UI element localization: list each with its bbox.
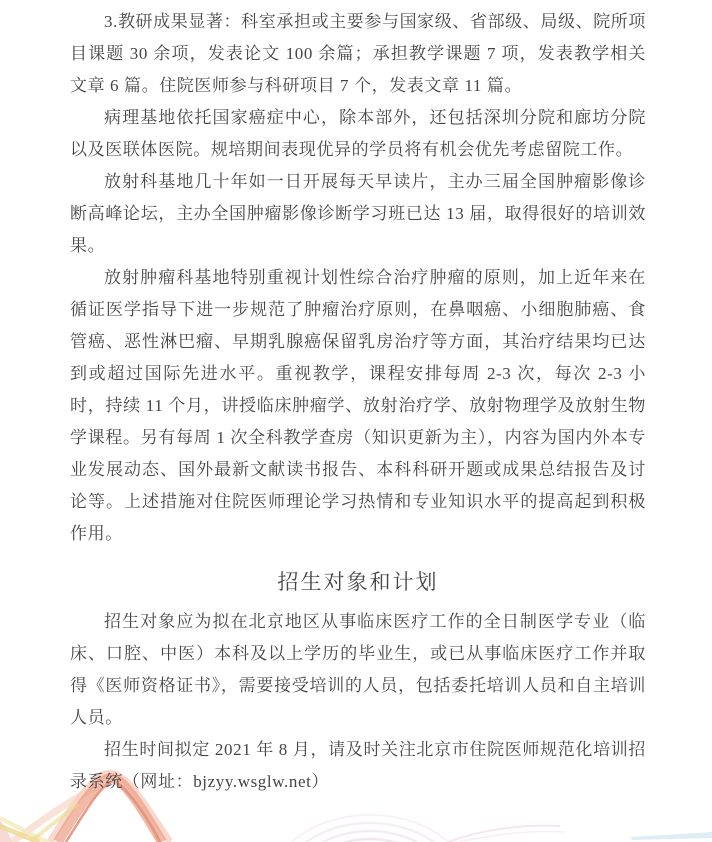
yellow-ribbon-decoration <box>0 804 78 842</box>
section-heading: 招生对象和计划 <box>277 570 439 594</box>
body-paragraph: 3.教研成果显著：科室承担或主要参与国家级、省部级、局级、院所项目课题 30 余项，发表论文 100 余篇；承担教学课题 7 项，发表教学相关文章 6 篇。住院医师参与科研项目 7 个，发表文章 11 篇。 <box>70 12 646 95</box>
body-paragraph: 放射肿瘤科基地特别重视计划性综合治疗肿瘤的原则，加上近年来在循证医学指导下进一步规范了肿瘤治疗原则，在鼻咽癌、小细胞肺癌、食管癌、恶性淋巴瘤、早期乳腺癌保留乳房治疗等方面，其治疗结果均已达到或超过国际先进水平。重视教学，课程安排每周 2-3 次，每次 2-3 小时，持续 11 个月，讲授临床肿瘤学、放射治疗学、放射物理学及放射生物学课程。另有每周 1 次全科教学查房（知识更新为主），内容为国内外本专业发展动态、国外最新文献读书报告、本科科研开题或成果总结报告及讨论等。上述措施对住院医师理论学习热情和专业知识水平的提高起到积极作用。 <box>70 268 646 543</box>
arc <box>448 826 560 842</box>
body-paragraph: 病理基地依托国家癌症中心，除本部外，还包括深圳分院和廊坊分院以及医联体医院。规培期间表现优异的学员将有机会优先考虑留院工作。 <box>70 108 646 159</box>
corner-ribbon <box>0 820 12 842</box>
right-arc-decoration <box>448 826 565 842</box>
blue-streak-decoration <box>630 832 712 840</box>
body-paragraph: 招生对象应为拟在北京地区从事临床医疗工作的全日制医学专业（临床、口腔、中医）本科及以上学历的毕业生，或已从事临床医疗工作并取得《医师资格证书》，需要接受培训的人员，包括委托培训人员和自主培训人员。 <box>70 612 646 727</box>
document-body <box>70 6 646 798</box>
arc <box>460 831 565 842</box>
arc <box>271 815 469 842</box>
ribbon-strand <box>0 818 48 842</box>
arc <box>282 823 458 842</box>
arc <box>293 831 447 842</box>
concentric-arcs-decoration <box>271 815 469 842</box>
body-paragraph: 招生时间拟定 2021 年 8 月，请及时关注北京市住院医师规范化培训招录系统（网址：bjzyy.wsglw.net） <box>70 740 646 791</box>
ribbon-strand <box>30 804 78 842</box>
body-paragraph: 放射科基地几十年如一日开展每天早读片，主办三届全国肿瘤影像诊断高峰论坛，主办全国肿瘤影像诊断学习班已达 13 届，取得很好的培训效果。 <box>70 172 646 255</box>
ribbon-strand <box>0 826 40 842</box>
